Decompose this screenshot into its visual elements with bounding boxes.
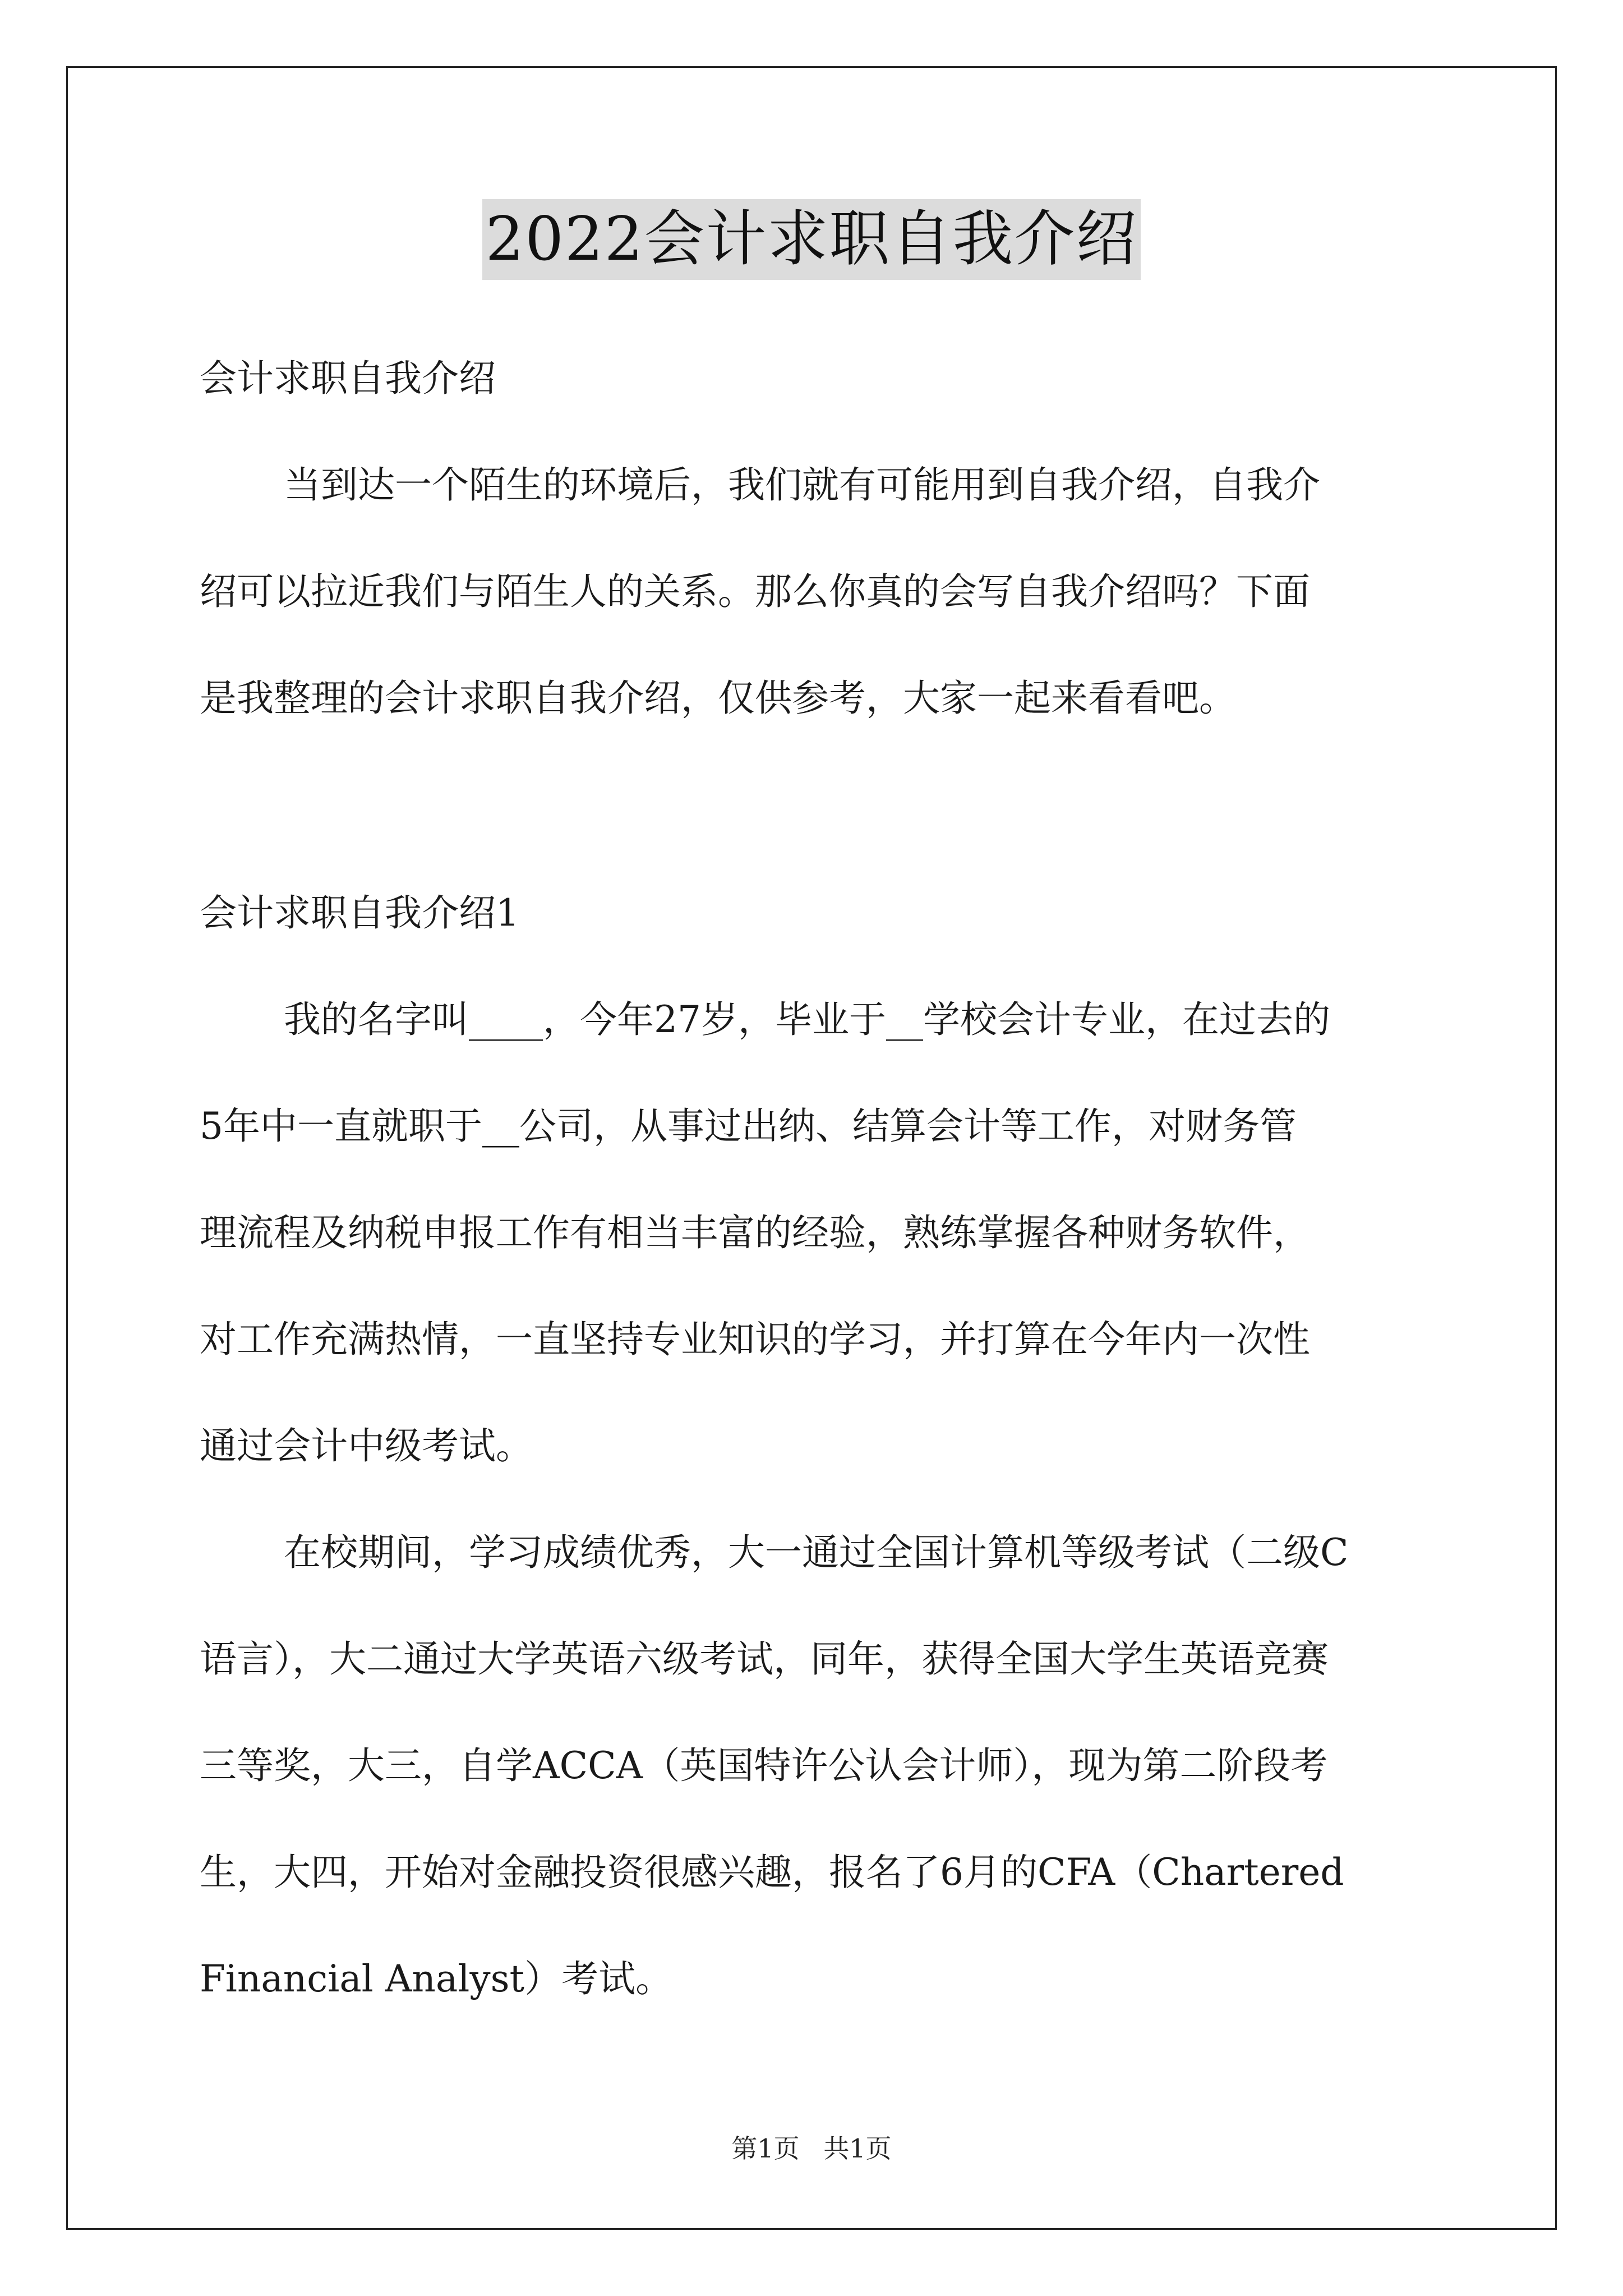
- document-title: 2022会计求职自我介绍: [482, 199, 1141, 280]
- paragraph-line: 生，大四，开始对金融投资很感兴趣，报名了6月的CFA（Chartered: [200, 1851, 1344, 1894]
- paragraph-line: 对工作充满热情，一直坚持专业知识的学习，并打算在今年内一次性: [200, 1318, 1310, 1361]
- page-total: 共1页: [823, 2133, 892, 2164]
- paragraph-line: 语言），大二通过大学英语六级考试，同年，获得全国大学生英语竞赛: [200, 1637, 1329, 1681]
- paragraph-line: 我的名字叫____，今年27岁，毕业于__学校会计专业，在过去的: [284, 998, 1330, 1041]
- intro-line: 是我整理的会计求职自我介绍，仅供参考，大家一起来看看吧。: [200, 677, 1236, 720]
- subtitle: 会计求职自我介绍: [200, 357, 496, 400]
- paragraph-line: 三等奖，大三，自学ACCA（英国特许公认会计师），现为第二阶段考: [200, 1744, 1328, 1787]
- section-heading: 会计求职自我介绍1: [200, 891, 519, 935]
- intro-line: 当到达一个陌生的环境后，我们就有可能用到自我介绍，自我介: [284, 463, 1320, 507]
- paragraph-line: 5年中一直就职于__公司，从事过出纳、结算会计等工作，对财务管: [200, 1105, 1297, 1148]
- intro-line: 绍可以拉近我们与陌生人的关系。那么你真的会写自我介绍吗？下面: [200, 570, 1310, 613]
- paragraph-line: 理流程及纳税申报工作有相当丰富的经验，熟练掌握各种财务软件，: [200, 1211, 1310, 1254]
- page-number: 第1页: [731, 2133, 800, 2164]
- paragraph-line: 在校期间，学习成绩优秀，大一通过全国计算机等级考试（二级C: [284, 1531, 1349, 1574]
- title-container: [0, 199, 1623, 280]
- paragraph-line: Financial Analyst）考试。: [200, 1957, 673, 2000]
- paragraph-line: 通过会计中级考试。: [200, 1424, 533, 1467]
- page-footer: [0, 2132, 1623, 2165]
